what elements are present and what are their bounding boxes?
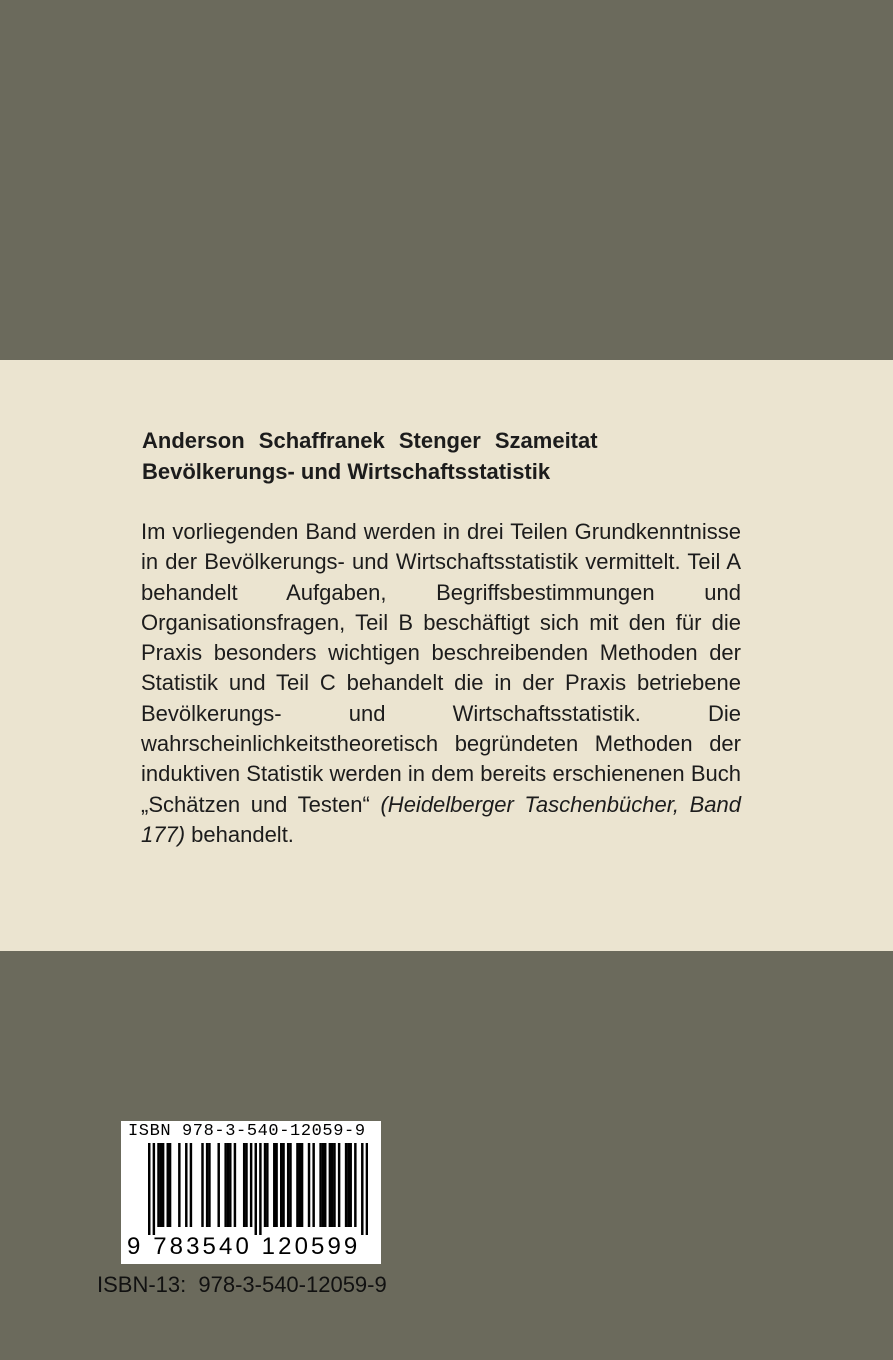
barcode-bar	[167, 1143, 169, 1227]
barcode-bar	[227, 1143, 229, 1227]
barcode-bar	[347, 1143, 349, 1227]
barcode-bar	[162, 1143, 164, 1227]
barcode-bar	[224, 1143, 226, 1227]
barcode-bar	[296, 1143, 298, 1227]
barcode-bar	[208, 1143, 210, 1227]
book-title: Bevölkerungs- und Wirtschaftsstatistik	[142, 459, 551, 484]
barcode-bar	[366, 1143, 368, 1235]
barcode-bar	[169, 1143, 171, 1227]
isbn-13: ISBN-13: 978-3-540-12059-9	[97, 1272, 387, 1297]
barcode-bar	[338, 1143, 340, 1227]
barcode-bar	[333, 1143, 335, 1227]
barcode-bar	[148, 1143, 150, 1235]
blurb	[141, 517, 741, 850]
barcode-bar	[319, 1143, 321, 1227]
barcode-bar	[275, 1143, 277, 1227]
barcode-bar	[266, 1143, 268, 1227]
barcode-bar	[329, 1143, 331, 1227]
blurb-text: Im vorliegenden Band werden in drei Teilen Grundkenntnisse in der Bevölkerungs- und Wirtschaftsstatistik vermittelt. Teil A behandelt Aufgaben, Begriffsbestimmungen und Organisationsfragen, Teil B beschäftigt sich mit den für die Praxis besonders wichtigen beschreibenden Methoden der Statistik und Teil C behandelt die in der Praxis betriebene Bevölkerungs- und Wirtschaftsstatistik. Die wahrscheinlichkeitstheoretisch begründeten Methoden der induktiven Statistik werden in dem bereits erschienenen Buch „Schätzen und Testen“	[141, 519, 741, 817]
barcode-bar	[185, 1143, 187, 1227]
barcode-bar	[234, 1143, 236, 1227]
barcode-bars	[148, 1143, 368, 1235]
barcode-bar	[264, 1143, 266, 1227]
barcode-bar	[273, 1143, 275, 1227]
barcode-bar	[308, 1143, 310, 1227]
series-reference: (Heidelberger Taschenbücher, Band 177)	[141, 791, 741, 847]
barcode-bar	[282, 1143, 284, 1227]
barcode	[121, 1121, 381, 1264]
barcode-bar	[157, 1143, 159, 1227]
barcode-bar	[324, 1143, 326, 1227]
barcode-bar	[201, 1143, 203, 1227]
barcode-bar	[345, 1143, 347, 1227]
barcode-bar	[190, 1143, 192, 1227]
barcode-bar	[301, 1143, 303, 1227]
barcode-bar	[229, 1143, 231, 1227]
barcode-bar	[299, 1143, 301, 1227]
barcode-bar	[354, 1143, 356, 1227]
barcode-digits: 9 783540 120599	[127, 1233, 361, 1260]
barcode-bar	[178, 1143, 180, 1227]
barcode-bar	[255, 1143, 257, 1235]
barcode-bar	[245, 1143, 247, 1227]
barcode-bar	[361, 1143, 363, 1235]
barcode-bar	[287, 1143, 289, 1227]
barcode-bar	[206, 1143, 208, 1227]
barcode-bar	[322, 1143, 324, 1227]
barcode-bar	[280, 1143, 282, 1227]
barcode-bar	[160, 1143, 162, 1227]
barcode-bar	[153, 1143, 155, 1235]
barcode-bar	[259, 1143, 261, 1235]
barcode-bar	[331, 1143, 333, 1227]
authors: Anderson Schaffranek Stenger Szameitat	[142, 428, 598, 453]
barcode-bar	[243, 1143, 245, 1227]
barcode-bar	[250, 1143, 252, 1227]
barcode-isbn-label: ISBN 978-3-540-12059-9	[128, 1122, 366, 1141]
barcode-bar	[349, 1143, 351, 1227]
barcode-bar	[312, 1143, 314, 1227]
blurb-ending: behandelt.	[185, 821, 294, 847]
barcode-bar	[217, 1143, 219, 1227]
barcode-bar	[289, 1143, 291, 1227]
